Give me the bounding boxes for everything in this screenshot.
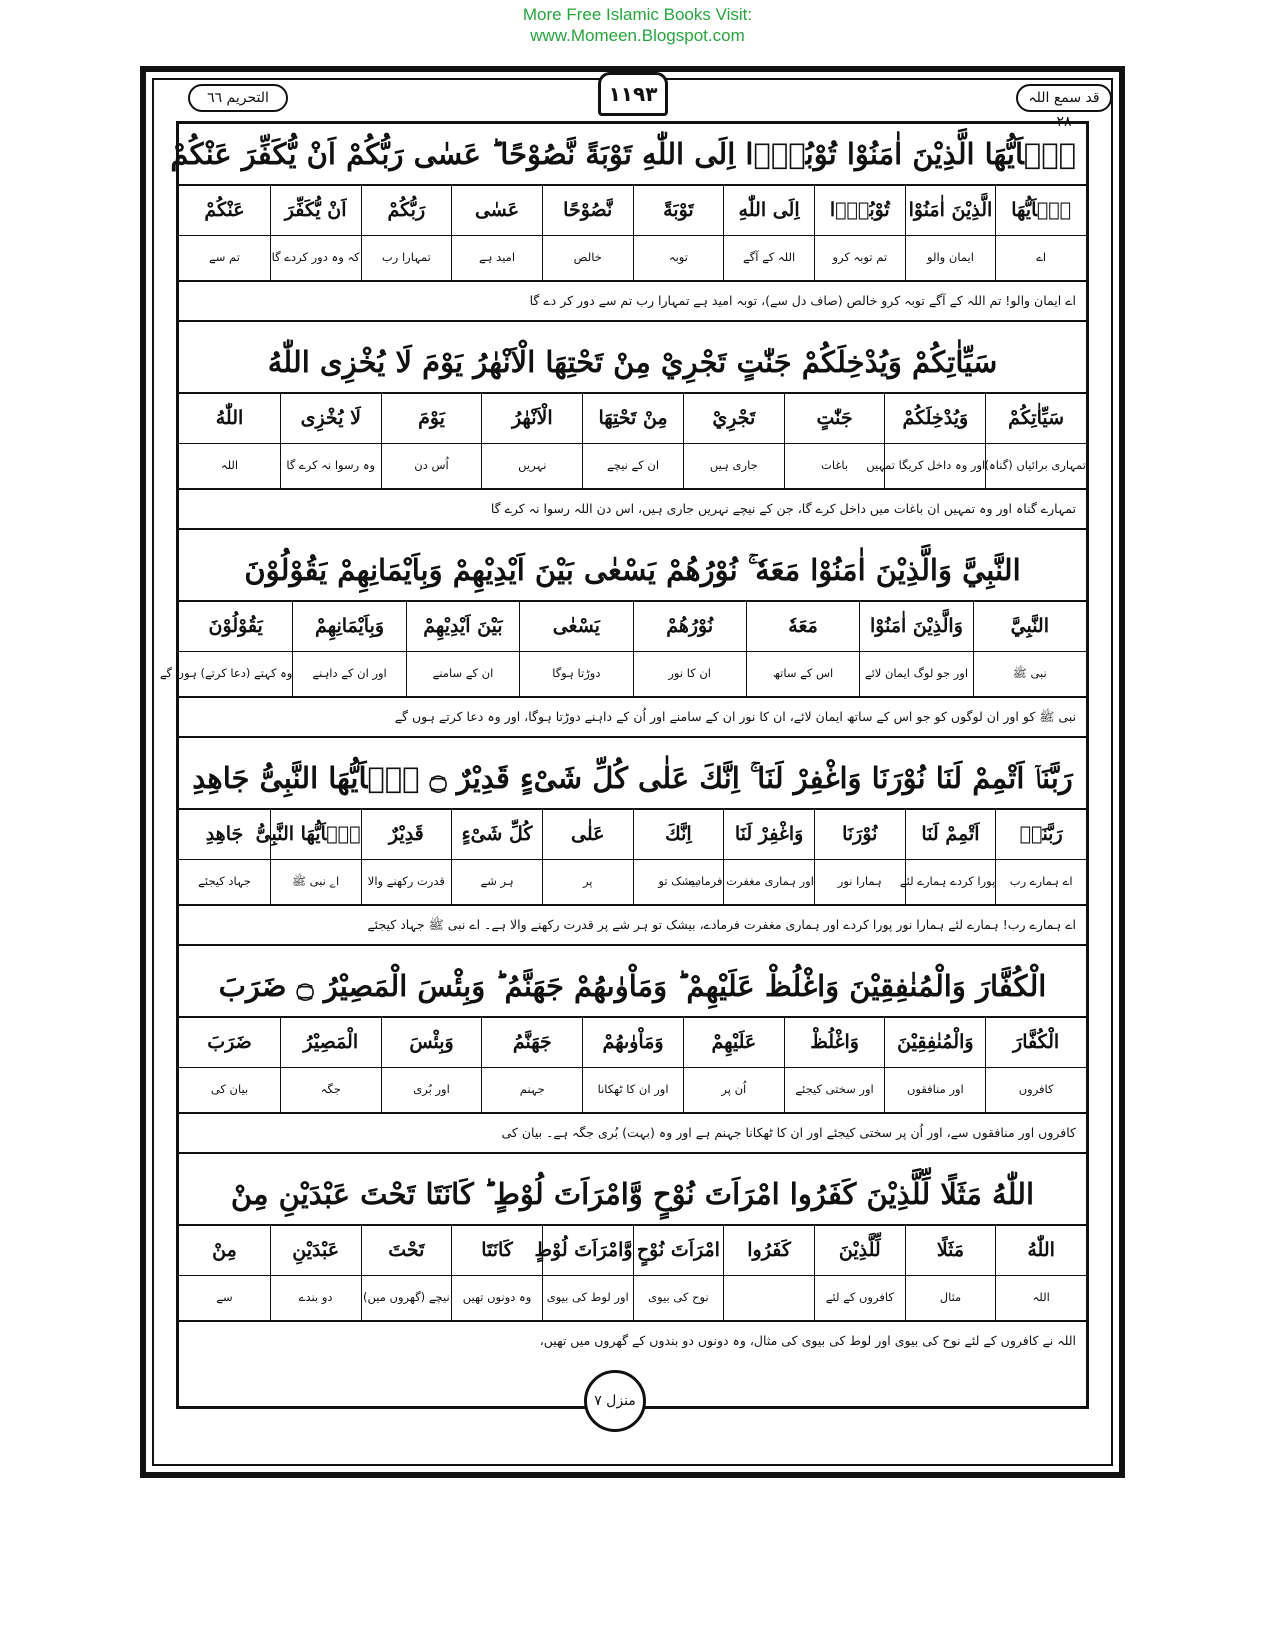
word-cell	[179, 1018, 280, 1112]
urdu-translation-line: اے ایمان والو! تم اللہ کے آگے توبہ کرو خالص (صاف دل سے)، توبہ امید ہے تمہارا رب تم سے دور کر دے گا	[179, 282, 1086, 322]
word-by-word-grid	[159, 602, 1086, 698]
word-cell	[582, 394, 683, 488]
word-urdu-meaning: سے	[216, 1290, 233, 1304]
word-urdu-meaning: پورا کردے ہمارے لئے	[899, 874, 996, 888]
word-cell	[381, 1018, 482, 1112]
word-arabic: اَنْ يُّكَفِّرَ	[271, 186, 361, 236]
word-by-word-grid	[179, 1018, 1086, 1114]
word-cell	[542, 810, 633, 904]
surah-label: التحریم ٦٦	[188, 84, 288, 112]
promo-banner	[0, 4, 1275, 46]
word-urdu-meaning: ایمان والو	[927, 250, 974, 264]
word-arabic: وَالَّذِيْنَ اٰمَنُوْا	[860, 602, 972, 652]
word-arabic: مِنْ	[179, 1226, 270, 1276]
word-arabic: مَعَهٗ	[747, 602, 859, 652]
word-urdu-meaning: نیچے (گھروں میں)	[363, 1290, 450, 1304]
word-cell	[451, 810, 542, 904]
word-cell	[784, 394, 885, 488]
word-cell	[905, 186, 996, 280]
word-arabic: رَبَّنَاۤ	[996, 810, 1086, 860]
word-cell	[633, 810, 724, 904]
word-arabic: وَبِئْسَ	[382, 1018, 482, 1068]
urdu-translation-line: تمہارے گناہ اور وہ تمہیں ان باغات میں داخل کرے گا، جن کے نیچے نہریں جاری ہیں، اس دن اللہ رسوا نہ کرے گا	[179, 490, 1086, 530]
ayah-section	[179, 956, 1086, 1154]
word-urdu-meaning: وہ کہتے (دعا کرتے) ہوں گے	[159, 666, 293, 680]
word-urdu-meaning: ہمارا نور	[837, 874, 882, 888]
word-arabic: نُوْرُهُمْ	[634, 602, 746, 652]
word-cell	[280, 1018, 381, 1112]
word-cell	[179, 394, 280, 488]
word-cell	[973, 602, 1086, 696]
word-urdu-meaning: اے ہمارے رب	[1009, 874, 1073, 888]
word-urdu-meaning: وہ رسوا نہ کرے گا	[286, 458, 376, 472]
word-cell	[995, 186, 1086, 280]
word-cell	[292, 602, 405, 696]
word-urdu-meaning: مثال	[939, 1290, 962, 1304]
word-urdu-meaning: اور لوط کی بیوی	[546, 1290, 629, 1304]
para-label: قد سمع اللہ ٢٨	[1016, 84, 1112, 112]
word-arabic: اللّٰهُ	[179, 394, 280, 444]
word-urdu-meaning: اللہ کے آگے	[743, 250, 796, 264]
word-arabic: عَبْدَيْنِ	[271, 1226, 361, 1276]
word-arabic: مِنْ تَحْتِهَا	[583, 394, 683, 444]
word-cell	[179, 810, 270, 904]
word-urdu-meaning: دو بندے	[298, 1290, 333, 1304]
word-arabic: عَنْكُمْ	[179, 186, 270, 236]
word-cell	[689, 810, 814, 904]
word-cell	[985, 394, 1086, 488]
word-cell	[481, 394, 582, 488]
word-urdu-meaning: جہنم	[519, 1082, 545, 1096]
word-arabic: الْاَنْهٰرُ	[482, 394, 582, 444]
urdu-translation-line: کافروں اور منافقوں سے، اور اُن پر سختی کیجئے اور ان کا ٹھکانا جہنم ہے اور وہ (بہت) بُری جگہ ہے۔ بیان کی	[179, 1114, 1086, 1154]
word-cell	[361, 186, 452, 280]
word-urdu-meaning: بیشک تو	[658, 874, 699, 888]
word-cell	[723, 186, 814, 280]
page-number: ١١٩٣	[598, 72, 668, 116]
ayah-arabic-line: الْكُفَّارَ وَالْمُنٰفِقِيْنَ وَاغْلُظْ عَلَيْهِمْ ؕ وَمَاْوٰىهُمْ جَهَنَّمُ ؕ وَبِئْسَ الْمَصِيْرُ ۝ ضَرَبَ	[179, 956, 1086, 1018]
word-by-word-grid	[179, 394, 1086, 490]
word-cell	[255, 810, 361, 904]
word-arabic: كَفَرُوا	[724, 1226, 814, 1276]
word-cell	[633, 602, 746, 696]
word-arabic: جَنّٰتٍ	[785, 394, 885, 444]
word-cell	[683, 394, 784, 488]
word-arabic: النَّبِيَّ	[974, 602, 1086, 652]
word-arabic: وَمَاْوٰىهُمْ	[583, 1018, 683, 1068]
ayah-section	[170, 124, 1086, 322]
word-arabic: يَسْعٰى	[520, 602, 632, 652]
ayah-arabic-line: اللّٰهُ مَثَلًا لِّلَّذِيْنَ كَفَرُوا امْرَاَتَ نُوْحٍ وَّامْرَاَتَ لُوْطٍ ؕ كَانَتَا تَحْتَ عَبْدَيْنِ مِنْ	[179, 1164, 1086, 1226]
word-arabic: تَجْرِيْ	[684, 394, 784, 444]
word-urdu-meaning: اللہ	[220, 458, 239, 472]
word-arabic: عَسٰى	[452, 186, 542, 236]
word-cell	[995, 810, 1086, 904]
word-urdu-meaning: ہر شے	[480, 874, 514, 888]
word-urdu-meaning: جہاد کیجئے	[198, 874, 251, 888]
word-arabic: الْكُفَّارَ	[986, 1018, 1086, 1068]
word-urdu-meaning: خالص	[573, 250, 602, 264]
word-cell	[451, 186, 542, 280]
word-cell	[884, 1018, 985, 1112]
word-cell	[746, 602, 859, 696]
word-urdu-meaning: اے نبی ﷺ	[292, 874, 340, 888]
word-cell	[481, 1018, 582, 1112]
urdu-translation-line: اللہ نے کافروں کے لئے نوح کی بیوی اور لوط کی بیوی کی مثال، وہ دونوں دو بندوں کے گھروں میں تھیں،	[539, 1333, 1076, 1348]
word-urdu-meaning: جگہ	[320, 1082, 341, 1096]
word-urdu-meaning: اور جو لوگ ایمان لائے	[864, 666, 969, 680]
word-arabic: اِلَى اللّٰهِ	[724, 186, 814, 236]
word-urdu-meaning: کافروں کے لئے	[825, 1290, 894, 1304]
word-urdu-meaning: بیان کی	[210, 1082, 249, 1096]
word-arabic: كُلِّ شَىْءٍ	[452, 810, 542, 860]
word-cell	[361, 810, 452, 904]
word-cell	[814, 186, 905, 280]
word-urdu-meaning: امید ہے	[479, 250, 516, 264]
ayah-section	[179, 1164, 1086, 1362]
word-urdu-meaning: کافروں	[1018, 1082, 1054, 1096]
word-by-word-grid	[179, 1226, 1086, 1322]
word-urdu-meaning: دوڑتا ہوگا	[552, 666, 601, 680]
word-arabic: مَثَلًا	[906, 1226, 996, 1276]
word-arabic: بَيْنَ اَيْدِيْهِمْ	[407, 602, 519, 652]
word-urdu-meaning: تم توبہ کرو	[832, 250, 888, 264]
word-cell	[899, 810, 996, 904]
word-by-word-grid	[179, 810, 1086, 906]
word-urdu-meaning: نوح کی بیوی	[648, 1290, 709, 1304]
word-cell	[633, 1226, 724, 1320]
word-cell	[451, 1226, 542, 1320]
word-arabic: يٰۤاَيُّهَا	[996, 186, 1086, 236]
word-cell	[270, 1226, 361, 1320]
ayah-section	[179, 332, 1086, 530]
word-urdu-meaning: اور وہ داخل کریگا تمہیں	[866, 458, 986, 472]
word-arabic: تُوْبُوْۤا	[815, 186, 905, 236]
word-cell	[633, 186, 724, 280]
word-urdu-meaning: ان کے سامنے	[432, 666, 494, 680]
word-cell	[542, 186, 633, 280]
word-arabic: ضَرَبَ	[179, 1018, 280, 1068]
word-cell	[683, 1018, 784, 1112]
ayah-section	[159, 540, 1086, 738]
word-urdu-meaning: اُن پر	[721, 1082, 747, 1096]
word-urdu-meaning: اے	[1036, 250, 1047, 264]
word-urdu-meaning: وہ دونوں تھیں	[462, 1290, 532, 1304]
word-cell	[905, 1226, 996, 1320]
word-urdu-meaning: قدرت رکھنے والا	[367, 874, 445, 888]
urdu-translation-line: اے ہمارے رب! ہمارے لئے ہمارا نور پورا کردے اور ہماری مغفرت فرمادے، بیشک تو ہر شے پر قدرت رکھنے والا ہے۔ اے نبی ﷺ جہاد کیجئے	[179, 906, 1086, 946]
word-arabic: تَحْتَ	[362, 1226, 452, 1276]
word-urdu-meaning: نہریں	[518, 458, 547, 472]
word-arabic: جَهَنَّمُ	[482, 1018, 582, 1068]
word-cell	[814, 1226, 905, 1320]
word-arabic: اِنَّكَ	[634, 810, 724, 860]
word-cell	[866, 394, 986, 488]
word-urdu-meaning: جاری ہیں	[709, 458, 758, 472]
word-cell	[723, 1226, 814, 1320]
word-by-word-grid	[179, 186, 1086, 282]
word-arabic: الْمَصِيْرُ	[281, 1018, 381, 1068]
word-arabic: لَا يُخْزِى	[281, 394, 381, 444]
word-urdu-meaning: اُس دن	[414, 458, 449, 472]
word-urdu-meaning: باغات	[821, 458, 849, 472]
word-arabic: يَقُوْلُوْنَ	[179, 602, 292, 652]
word-urdu-meaning: اس کے ساتھ	[772, 666, 834, 680]
word-urdu-meaning: اور ان کے داہنے	[312, 666, 387, 680]
word-cell	[995, 1226, 1086, 1320]
word-urdu-meaning: اور سختی کیجئے	[795, 1082, 874, 1096]
word-arabic: وَاغْفِرْ لَنَا	[724, 810, 814, 860]
word-arabic: وَيُدْخِلَكُمْ	[885, 394, 985, 444]
word-urdu-meaning: تمہاری برائیاں (گناہ)	[984, 458, 1086, 472]
manzil-badge: منزل ٧	[584, 1370, 646, 1432]
word-arabic: اَتْمِمْ لَنَا	[906, 810, 996, 860]
promo-line-1[interactable]: More Free Islamic Books Visit:	[522, 5, 753, 24]
word-urdu-meaning: پر	[582, 874, 593, 888]
word-urdu-meaning: اور ہماری مغفرت فرمادے	[689, 874, 814, 888]
word-arabic: وَّامْرَاَتَ لُوْطٍ	[543, 1226, 633, 1276]
word-cell	[179, 1226, 270, 1320]
word-urdu-meaning	[724, 1276, 814, 1320]
word-arabic: قَدِيْرٌ	[362, 810, 452, 860]
word-cell	[159, 602, 293, 696]
ayah-arabic-line: النَّبِيَّ وَالَّذِيْنَ اٰمَنُوْا مَعَهٗ ۚ نُوْرُهُمْ يَسْعٰى بَيْنَ اَيْدِيْهِمْ وَبِاَيْمَانِهِمْ يَقُوْلُوْنَ	[179, 540, 1086, 602]
word-cell	[814, 810, 905, 904]
word-arabic: تَوْبَةً	[634, 186, 724, 236]
word-cell	[985, 1018, 1086, 1112]
word-arabic: لِّلَّذِيْنَ	[815, 1226, 905, 1276]
word-arabic: وَالْمُنٰفِقِيْنَ	[885, 1018, 985, 1068]
word-arabic: يَوْمَ	[382, 394, 482, 444]
word-arabic: الَّذِيْنَ اٰمَنُوْا	[906, 186, 996, 236]
word-urdu-meaning: تمہارا رب	[381, 250, 431, 264]
word-arabic: نَّصُوْحًا	[543, 186, 633, 236]
word-arabic: كَانَتَا	[452, 1226, 542, 1276]
ayah-section	[179, 748, 1086, 946]
ayah-arabic-line: رَبَّنَاۤ اَتْمِمْ لَنَا نُوْرَنَا وَاغْفِرْ لَنَا ۚ اِنَّكَ عَلٰى كُلِّ شَىْءٍ قَدِيْرٌ ۝ يٰۤاَيُّهَا النَّبِىُّ جَاهِدِ	[179, 748, 1086, 810]
word-arabic: اللّٰهُ	[996, 1226, 1086, 1276]
word-arabic: رَبُّكُمْ	[362, 186, 452, 236]
word-cell	[361, 1226, 452, 1320]
urdu-translation-line: نبی ﷺ کو اور ان لوگوں کو جو اس کے ساتھ ایمان لائے، ان کا نور ان کے سامنے اور اُن کے داہنے دوڑتا ہوگا، اور وہ دعا کرتے ہوں گے	[179, 698, 1086, 738]
word-urdu-meaning: اور بُری	[413, 1082, 450, 1096]
word-urdu-meaning: ان کا نور	[668, 666, 711, 680]
word-cell	[381, 394, 482, 488]
word-arabic: وَاغْلُظْ	[785, 1018, 885, 1068]
word-urdu-meaning: نبی ﷺ	[1012, 666, 1047, 680]
word-arabic: امْرَاَتَ نُوْحٍ	[634, 1226, 724, 1276]
word-urdu-meaning: اور منافقوں	[906, 1082, 964, 1096]
word-urdu-meaning: ان کے نیچے	[607, 458, 660, 472]
word-cell	[582, 1018, 683, 1112]
word-cell	[784, 1018, 885, 1112]
promo-link-url[interactable]: www.Momeen.Blogspot.com	[530, 26, 745, 45]
word-arabic: عَلٰى	[543, 810, 633, 860]
word-cell	[534, 1226, 633, 1320]
word-urdu-meaning: کہ وہ دور کردے گا	[271, 250, 360, 264]
word-cell	[179, 186, 270, 280]
word-arabic: وَبِاَيْمَانِهِمْ	[293, 602, 405, 652]
word-cell	[859, 602, 972, 696]
word-cell	[270, 186, 361, 280]
word-arabic: يٰۤاَيُّهَا النَّبِىُّ	[271, 810, 361, 860]
word-urdu-meaning: اللہ	[1032, 1290, 1050, 1304]
word-arabic: سَيِّاٰتِكُمْ	[986, 394, 1086, 444]
word-urdu-meaning: اور ان کا ٹھکانا	[597, 1082, 669, 1096]
word-urdu-meaning: تم سے	[209, 250, 240, 264]
word-arabic: نُوْرَنَا	[815, 810, 905, 860]
word-cell	[280, 394, 381, 488]
word-arabic: جَاهِدِ	[179, 810, 270, 860]
word-cell	[406, 602, 519, 696]
word-arabic: عَلَيْهِمْ	[684, 1018, 784, 1068]
ayah-arabic-line: يٰۤاَيُّهَا الَّذِيْنَ اٰمَنُوْا تُوْبُوْۤا اِلَى اللّٰهِ تَوْبَةً نَّصُوْحًا ؕ عَسٰى رَبُّكُمْ اَنْ يُّكَفِّرَ عَنْكُمْ	[179, 124, 1086, 186]
word-urdu-meaning: توبہ	[668, 250, 688, 264]
ayah-arabic-line: سَيِّاٰتِكُمْ وَيُدْخِلَكُمْ جَنّٰتٍ تَجْرِيْ مِنْ تَحْتِهَا الْاَنْهٰرُ يَوْمَ لَا يُخْزِى اللّٰهُ	[179, 332, 1086, 394]
word-cell	[519, 602, 632, 696]
